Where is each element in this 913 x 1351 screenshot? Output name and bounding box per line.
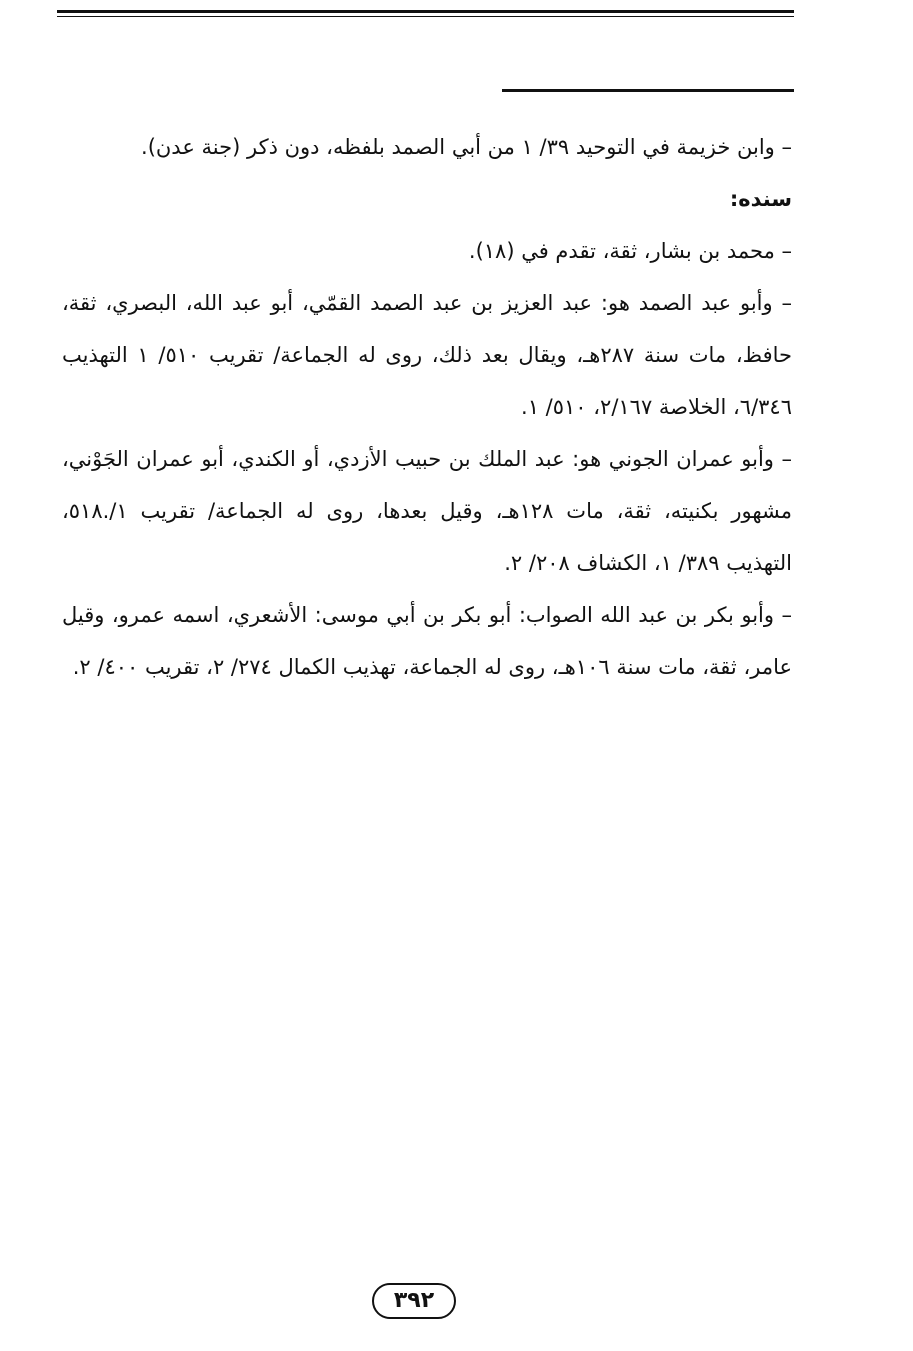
paragraph-abu-imran-al-jawni: – وأبو عمران الجوني هو: عبد الملك بن حبيب الأزدي، أو الكندي، أبو عمران الجَوْني، مشهور بكنيته، ثقة، مات ١٢٨هـ، وقيل بعدها، روى له الجماعة/ تقريب ١/.٥١٨، التهذيب ٣٨٩/ ١، الكشاف ٢٠٨/ ٢.	[62, 447, 792, 575]
paragraph-ibn-khuzayma: – وابن خزيمة في التوحيد ٣٩/ ١ من أبي الصمد بلفظه، دون ذكر (جنة عدن).	[141, 135, 792, 159]
page-number: ٣٩٢	[372, 1283, 456, 1319]
top-rule-thin	[57, 16, 794, 17]
paragraph-muhammad-bin-bashar: – محمد بن بشار، ثقة، تقدم في (١٨).	[468, 239, 792, 263]
paragraph-abu-abd-al-samad: – وأبو عبد الصمد هو: عبد العزيز بن عبد الصمد القمّي، أبو عبد الله، البصري، ثقة، حافظ، مات سنة ٢٨٧هـ، ويقال بعد ذلك، روى له الجماعة/ تقريب ٥١٠/ ١ التهذيب ٦/٣٤٦، الخلاصة ٢/١٦٧، ٥١٠/ ١.	[62, 291, 792, 419]
top-rule	[57, 10, 794, 13]
section-heading-sanad: سنده:	[729, 187, 792, 211]
footnote-separator	[502, 89, 794, 92]
paragraph-abu-bakr: – وأبو بكر بن عبد الله الصواب: أبو بكر بن أبي موسى: الأشعري، اسمه عمرو، وقيل عامر، ثقة، مات سنة ١٠٦هـ، روى له الجماعة، تهذيب الكمال ٢٧٤/ ٢، تقريب ٤٠٠/ ٢.	[62, 603, 792, 679]
body-text	[62, 121, 792, 693]
